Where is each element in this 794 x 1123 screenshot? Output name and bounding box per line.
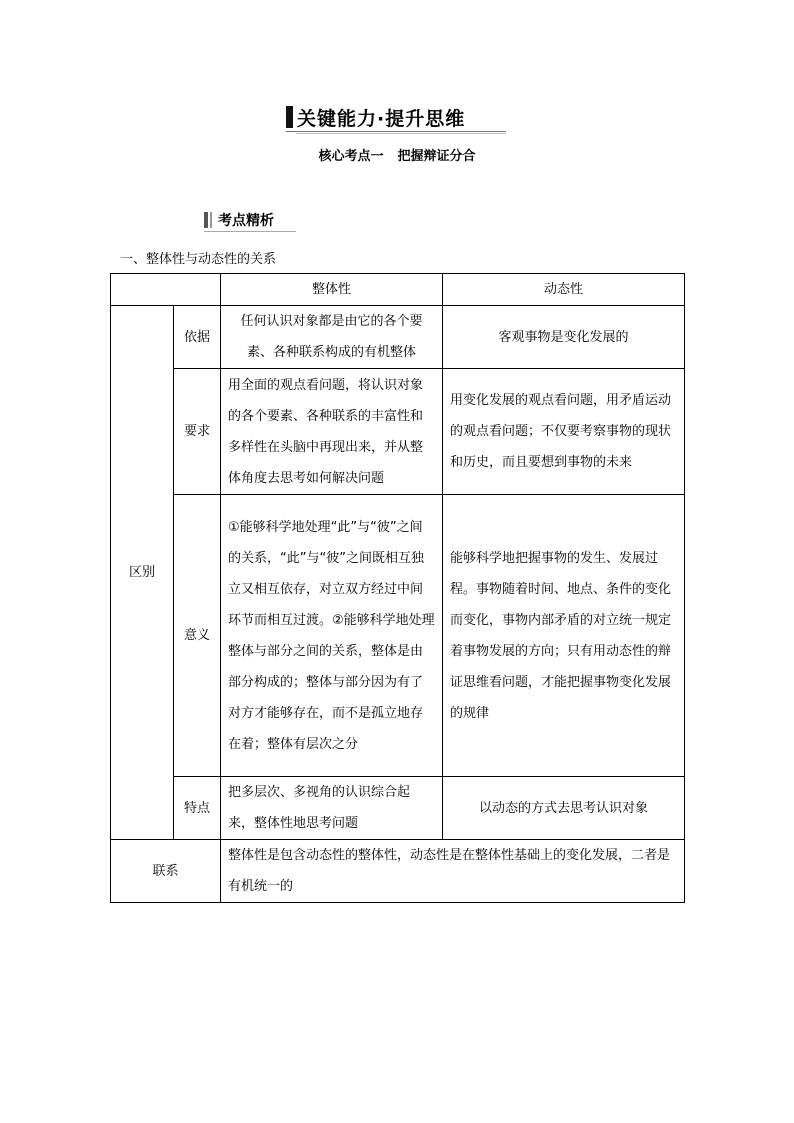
row-dynamic-cell: 用变化发展的观点看问题，用矛盾运动的观点看问题；不仅要考察事物的现状和历史，而且要想到事物的未来 [443, 369, 685, 495]
row-label: 依据 [174, 306, 221, 369]
header-whole: 整体性 [221, 274, 443, 306]
row-whole-cell: ①能够科学地处理“此”与“彼”之间的关系，“此”与“彼”之间既相互独立又相互依存，对立双方经过中间环节而相互过渡。②能够科学地处理整体与部分之间的关系，整体是由部分构成的；整体与部分因为有了对方才能够存在，而不是孤立地存在着；整体有层次之分 [221, 495, 443, 777]
row-label: 特点 [174, 777, 221, 840]
tag-bar-icon [204, 212, 208, 228]
section-tag [204, 210, 296, 230]
header-dynamic: 动态性 [443, 274, 685, 306]
table-row [111, 369, 685, 495]
heading-title: 关键能力·提升思维 [297, 107, 466, 130]
subheading [0, 145, 794, 164]
heading-underline-shadow [296, 133, 506, 134]
subheading-part2: 把握辩证分合 [397, 149, 476, 164]
subheading-part1: 核心考点一 [318, 149, 384, 164]
header-blank-cell [111, 274, 221, 306]
section-tag-label: 考点精析 [218, 213, 274, 229]
row-dynamic-cell: 能够科学地把握事物的发生、发展过程。事物随着时间、地点、条件的变化而变化，事物内部矛盾的对立统一规定着事物发展的方向；只有用动态性的辩证思维看问题，才能把握事物变化发展的规律 [443, 495, 685, 777]
heading-underline [286, 131, 506, 132]
heading-bar-icon [286, 106, 293, 128]
link-label: 联系 [111, 840, 221, 903]
section-heading [286, 104, 506, 130]
point-title: 一、整体性与动态性的关系 [120, 252, 277, 267]
row-whole-cell: 把多层次、多视角的认识综合起来，整体性地思考问题 [221, 777, 443, 840]
table-row [111, 495, 685, 777]
row-dynamic-cell: 客观事物是变化发展的 [443, 306, 685, 369]
table-row [111, 306, 685, 369]
row-whole-cell: 任何认识对象都是由它的各个要素、各种联系构成的有机整体 [221, 306, 443, 369]
table-row [111, 777, 685, 840]
comparison-table [110, 273, 685, 903]
row-label: 要求 [174, 369, 221, 495]
table-row-link [111, 840, 685, 903]
row-dynamic-cell: 以动态的方式去思考认识对象 [443, 777, 685, 840]
group-label-cell: 区别 [111, 306, 174, 840]
link-text-cell: 整体性是包含动态性的整体性，动态性是在整体性基础上的变化发展，二者是有机统一的 [221, 840, 685, 903]
table-header-row [111, 274, 685, 306]
row-whole-cell: 用全面的观点看问题，将认识对象的各个要素、各种联系的丰富性和多样性在头脑中再现出来，并从整体角度去思考如何解决问题 [221, 369, 443, 495]
tag-underline [204, 231, 296, 232]
row-label: 意义 [174, 495, 221, 777]
tag-bar-thin-icon [210, 212, 212, 228]
